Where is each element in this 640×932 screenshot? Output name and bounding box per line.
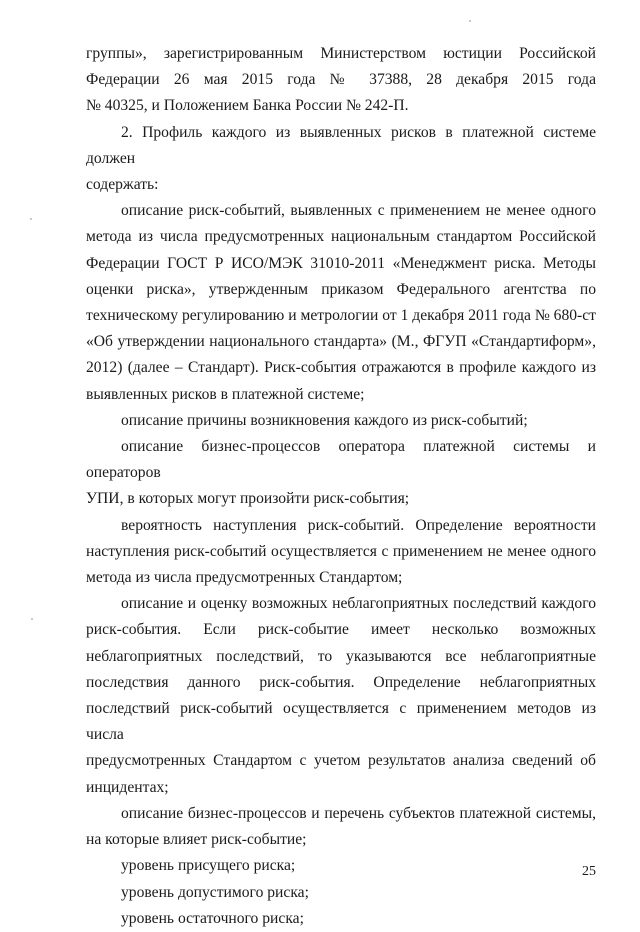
page-number: 25 bbox=[582, 864, 596, 879]
text-line: № 40325, и Положением Банка России № 242-П. bbox=[86, 97, 409, 115]
scan-speck bbox=[30, 218, 32, 220]
text-line: Федерации ГОСТ Р ИСО/МЭК 31010-2011 «Менеджмент риска. Методы bbox=[86, 254, 596, 272]
document-text bbox=[86, 41, 596, 932]
text-line: оценки риска», утвержденным приказом Федерального агентства по bbox=[86, 280, 596, 298]
text-line: описание бизнес-процессов и перечень субъектов платежной системы, bbox=[121, 804, 596, 822]
scan-speck bbox=[31, 618, 33, 620]
text-line: «Об утверждении национального стандарта» (М., ФГУП «Стандартиформ», bbox=[86, 333, 596, 351]
text-line: УПИ, в которых могут произойти риск-события; bbox=[86, 490, 410, 508]
text-line: на которые влияет риск-событие; bbox=[86, 831, 307, 849]
text-line: выявленных рисков в платежной системе; bbox=[86, 385, 365, 403]
text-line: 2. Профиль каждого из выявленных рисков в платежной системе должен bbox=[86, 123, 596, 167]
text-line: описание бизнес-процессов оператора платежной системы и операторов bbox=[86, 438, 596, 482]
text-line: метода из числа предусмотренных Стандартом; bbox=[86, 569, 403, 587]
text-line: риск-события. Если риск-событие имеет несколько возможных bbox=[86, 621, 596, 639]
text-line: описание риск-событий, выявленных с применением не менее одного bbox=[121, 202, 596, 220]
text-line: техническому регулированию и метрологии от 1 декабря 2011 года № 680-ст bbox=[86, 307, 596, 325]
text-line: последствия данного риск-события. Определение неблагоприятных bbox=[86, 673, 596, 691]
text-line: уровень допустимого риска; bbox=[121, 883, 309, 901]
text-line: наступления риск-событий осуществляется с применением не менее одного bbox=[86, 542, 596, 560]
text-line: содержать: bbox=[86, 176, 159, 194]
text-line: группы», зарегистрированным Министерством юстиции Российской bbox=[86, 45, 596, 62]
text-line: описание и оценку возможных неблагоприятных последствий каждого bbox=[121, 595, 596, 613]
text-line: вероятность наступления риск-событий. Определение вероятности bbox=[121, 516, 596, 534]
text-line: описание причины возникновения каждого из риск-событий; bbox=[121, 411, 528, 429]
text-line: уровень присущего риска; bbox=[121, 857, 296, 875]
text-line: последствий риск-событий осуществляется с применением методов из числа bbox=[86, 700, 596, 744]
text-line: уровень остаточного риска; bbox=[121, 909, 304, 927]
scan-speck bbox=[469, 20, 471, 22]
text-line: 2012) (далее – Стандарт). Риск-события отражаются в профиле каждого из bbox=[86, 359, 596, 377]
text-line: инцидентах; bbox=[86, 778, 169, 796]
text-line: Федерации 26 мая 2015 года № 37388, 28 декабря 2015 года bbox=[86, 71, 596, 89]
text-line: неблагоприятных последствий, то указываются все неблагоприятные bbox=[86, 647, 596, 665]
text-line: предусмотренных Стандартом с учетом результатов анализа сведений об bbox=[86, 752, 596, 770]
text-line: метода из числа предусмотренных национальным стандартом Российской bbox=[86, 228, 596, 246]
